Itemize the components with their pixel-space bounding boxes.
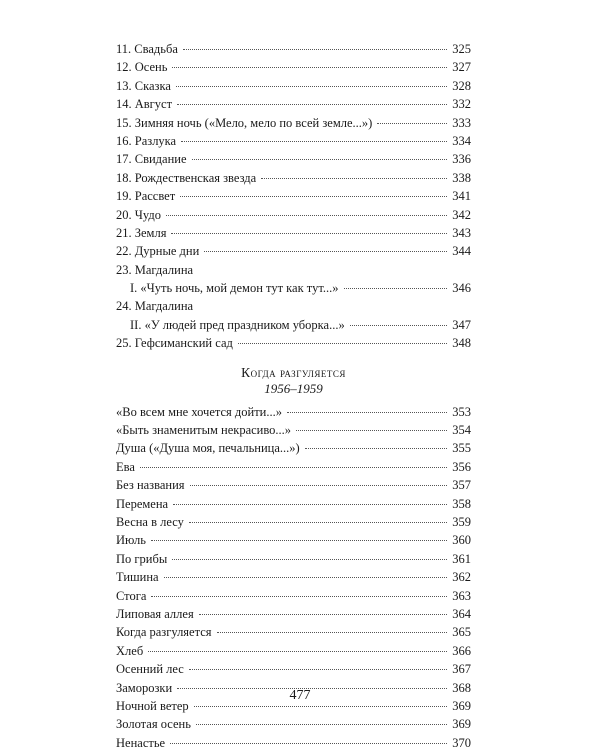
toc-entry	[116, 513, 471, 531]
toc-entry-title: 19. Рассвет	[116, 189, 176, 204]
toc-entry	[116, 150, 471, 168]
toc-list-part1	[116, 40, 471, 353]
toc-entry	[116, 316, 471, 334]
toc-entry	[116, 550, 471, 568]
toc-entry	[116, 114, 471, 132]
toc-entry-page: 359	[452, 514, 471, 529]
toc-entry-page: 366	[452, 643, 471, 658]
dot-leader	[166, 215, 447, 216]
toc-entry-title: Июль	[116, 533, 146, 548]
toc-entry	[116, 458, 471, 476]
dot-leader	[287, 412, 447, 413]
dot-leader	[196, 724, 447, 725]
toc-entry-page: 353	[452, 404, 471, 419]
toc-entry	[116, 623, 471, 641]
toc-entry	[116, 261, 471, 279]
toc-entry	[116, 224, 471, 242]
toc-entry	[116, 476, 471, 494]
dot-leader	[305, 448, 448, 449]
toc-entry-title: 14. Август	[116, 97, 173, 112]
toc-entry-title: 22. Дурные дни	[116, 244, 200, 259]
toc-entry	[116, 187, 471, 205]
section-title: Когда разгуляется	[241, 364, 346, 380]
toc-entry	[116, 568, 471, 586]
dot-leader	[261, 178, 447, 179]
dot-leader	[192, 159, 448, 160]
dot-leader	[148, 651, 447, 652]
toc-page	[116, 40, 471, 752]
toc-entry-title: 11. Свадьба	[116, 42, 178, 56]
toc-entry-page: 370	[452, 735, 471, 750]
toc-entry-title: Золотая осень	[116, 717, 191, 732]
toc-entry	[116, 334, 471, 352]
toc-entry-title: II. «У людей пред праздником уборка...»	[130, 317, 345, 332]
toc-entry-title: 18. Рождественская звезда	[116, 170, 257, 185]
toc-entry	[116, 660, 471, 678]
toc-entry-page: 364	[452, 606, 471, 621]
toc-entry-title: «Быть знаменитым некрасиво...»	[116, 423, 292, 438]
toc-entry-title: Тишина	[116, 570, 159, 585]
toc-entry-page: 356	[452, 459, 471, 474]
toc-entry-page: 346	[452, 281, 471, 296]
toc-entry-title: Ненастье	[116, 735, 166, 750]
toc-entry	[116, 439, 471, 457]
dot-leader	[180, 196, 447, 197]
toc-entry-page: 358	[452, 496, 471, 511]
toc-entry	[116, 206, 471, 224]
toc-entry	[116, 58, 471, 76]
toc-entry	[116, 77, 471, 95]
dot-leader	[204, 251, 447, 252]
toc-entry-title: Весна в лесу	[116, 514, 184, 529]
toc-entry-title: Душа («Душа моя, печальница...»)	[116, 441, 300, 456]
dot-leader	[172, 67, 447, 68]
toc-entry	[116, 279, 471, 297]
toc-entry-page: 341	[452, 189, 471, 204]
dot-leader	[183, 49, 447, 50]
toc-entry-page: 362	[452, 570, 471, 585]
toc-entry-title: Когда разгуляется	[116, 625, 212, 640]
toc-entry-page: 369	[452, 717, 471, 732]
dot-leader	[164, 577, 448, 578]
toc-entry-title: Заморозки	[116, 680, 173, 695]
dot-leader	[217, 632, 448, 633]
toc-entry-title: Перемена	[116, 496, 169, 511]
toc-entry-title: «Во всем мне хочется дойти...»	[116, 404, 282, 419]
toc-entry-page: 328	[452, 78, 471, 93]
toc-entry-title: По грибы	[116, 551, 168, 566]
toc-entry-title: Липовая аллея	[116, 606, 194, 621]
dot-leader	[140, 467, 447, 468]
toc-entry-page: 336	[452, 152, 471, 167]
toc-entry-page: 365	[452, 625, 471, 640]
page-number: 477	[289, 688, 311, 703]
toc-entry	[116, 605, 471, 623]
toc-entry-title: 23. Магдалина	[116, 262, 194, 277]
toc-entry-title: I. «Чуть ночь, мой демон тут как тут...»	[130, 281, 339, 296]
toc-entry-title: 16. Разлука	[116, 133, 177, 148]
dot-leader	[350, 325, 448, 326]
dot-leader	[238, 343, 447, 344]
toc-entry-page: 342	[452, 207, 471, 222]
toc-entry-page: 344	[452, 244, 471, 259]
dot-leader	[177, 104, 447, 105]
toc-entry	[116, 421, 471, 439]
toc-entry-title: 15. Зимняя ночь («Мело, мело по всей земле...»)	[116, 115, 373, 130]
dot-leader	[171, 233, 447, 234]
dot-leader	[151, 540, 447, 541]
toc-entry	[116, 40, 471, 58]
toc-entry-page: 368	[452, 680, 471, 695]
dot-leader	[172, 559, 447, 560]
toc-entry-page: 348	[452, 336, 471, 351]
toc-entry-page: 355	[452, 441, 471, 456]
toc-entry-page: 333	[452, 115, 471, 130]
toc-entry	[116, 403, 471, 421]
dot-leader	[194, 706, 448, 707]
toc-entry-title: 12. Осень	[116, 60, 168, 75]
dot-leader	[151, 596, 447, 597]
toc-entry-page: 357	[452, 478, 471, 493]
toc-entry-title: 17. Свидание	[116, 152, 187, 167]
toc-entry-page: 354	[452, 423, 471, 438]
dot-leader	[176, 86, 447, 87]
toc-entry-title: 24. Магдалина	[116, 299, 194, 314]
dot-leader	[173, 504, 447, 505]
toc-entry-title: Ночной ветер	[116, 698, 189, 713]
toc-entry	[116, 95, 471, 113]
toc-entry-page: 367	[452, 662, 471, 677]
toc-entry-page: 343	[452, 225, 471, 240]
toc-entry-title: 25. Гефсиманский сад	[116, 336, 233, 351]
toc-entry-title: 20. Чудо	[116, 207, 161, 222]
dot-leader	[377, 123, 447, 124]
toc-entry-title: Без названия	[116, 478, 185, 493]
toc-entry-title: Осенний лес	[116, 662, 184, 677]
toc-entry-page: 360	[452, 533, 471, 548]
section-years: 1956–1959	[264, 380, 323, 396]
toc-entry	[116, 531, 471, 549]
toc-entry-title: Хлеб	[116, 643, 144, 658]
toc-entry	[116, 132, 471, 150]
dot-leader	[296, 430, 447, 431]
dot-leader	[190, 485, 448, 486]
toc-entry-page: 327	[452, 60, 471, 75]
toc-entry-page: 347	[452, 317, 471, 332]
dot-leader	[170, 743, 447, 744]
toc-entry	[116, 495, 471, 513]
toc-entry	[116, 242, 471, 260]
toc-entry-page: 332	[452, 97, 471, 112]
toc-entry-page: 361	[452, 551, 471, 566]
dot-leader	[199, 614, 448, 615]
dot-leader	[181, 141, 447, 142]
toc-entry	[116, 715, 471, 733]
toc-entry-page: 369	[452, 698, 471, 713]
toc-entry	[116, 169, 471, 187]
dot-leader	[189, 669, 447, 670]
toc-entry-title: Ева	[116, 459, 135, 474]
dot-leader	[344, 288, 448, 289]
toc-entry-title: Стога	[116, 588, 147, 603]
toc-entry-title: 21. Земля	[116, 225, 167, 240]
dot-leader	[189, 522, 447, 523]
toc-entry	[116, 734, 471, 752]
toc-entry-page: 334	[452, 133, 471, 148]
toc-entry-page: 363	[452, 588, 471, 603]
toc-entry	[116, 587, 471, 605]
toc-entry-page: 338	[452, 170, 471, 185]
toc-entry	[116, 642, 471, 660]
toc-entry-title: 13. Сказка	[116, 78, 171, 93]
toc-entry-page: 325	[452, 42, 471, 56]
section-header	[116, 364, 471, 397]
toc-entry	[116, 297, 471, 315]
